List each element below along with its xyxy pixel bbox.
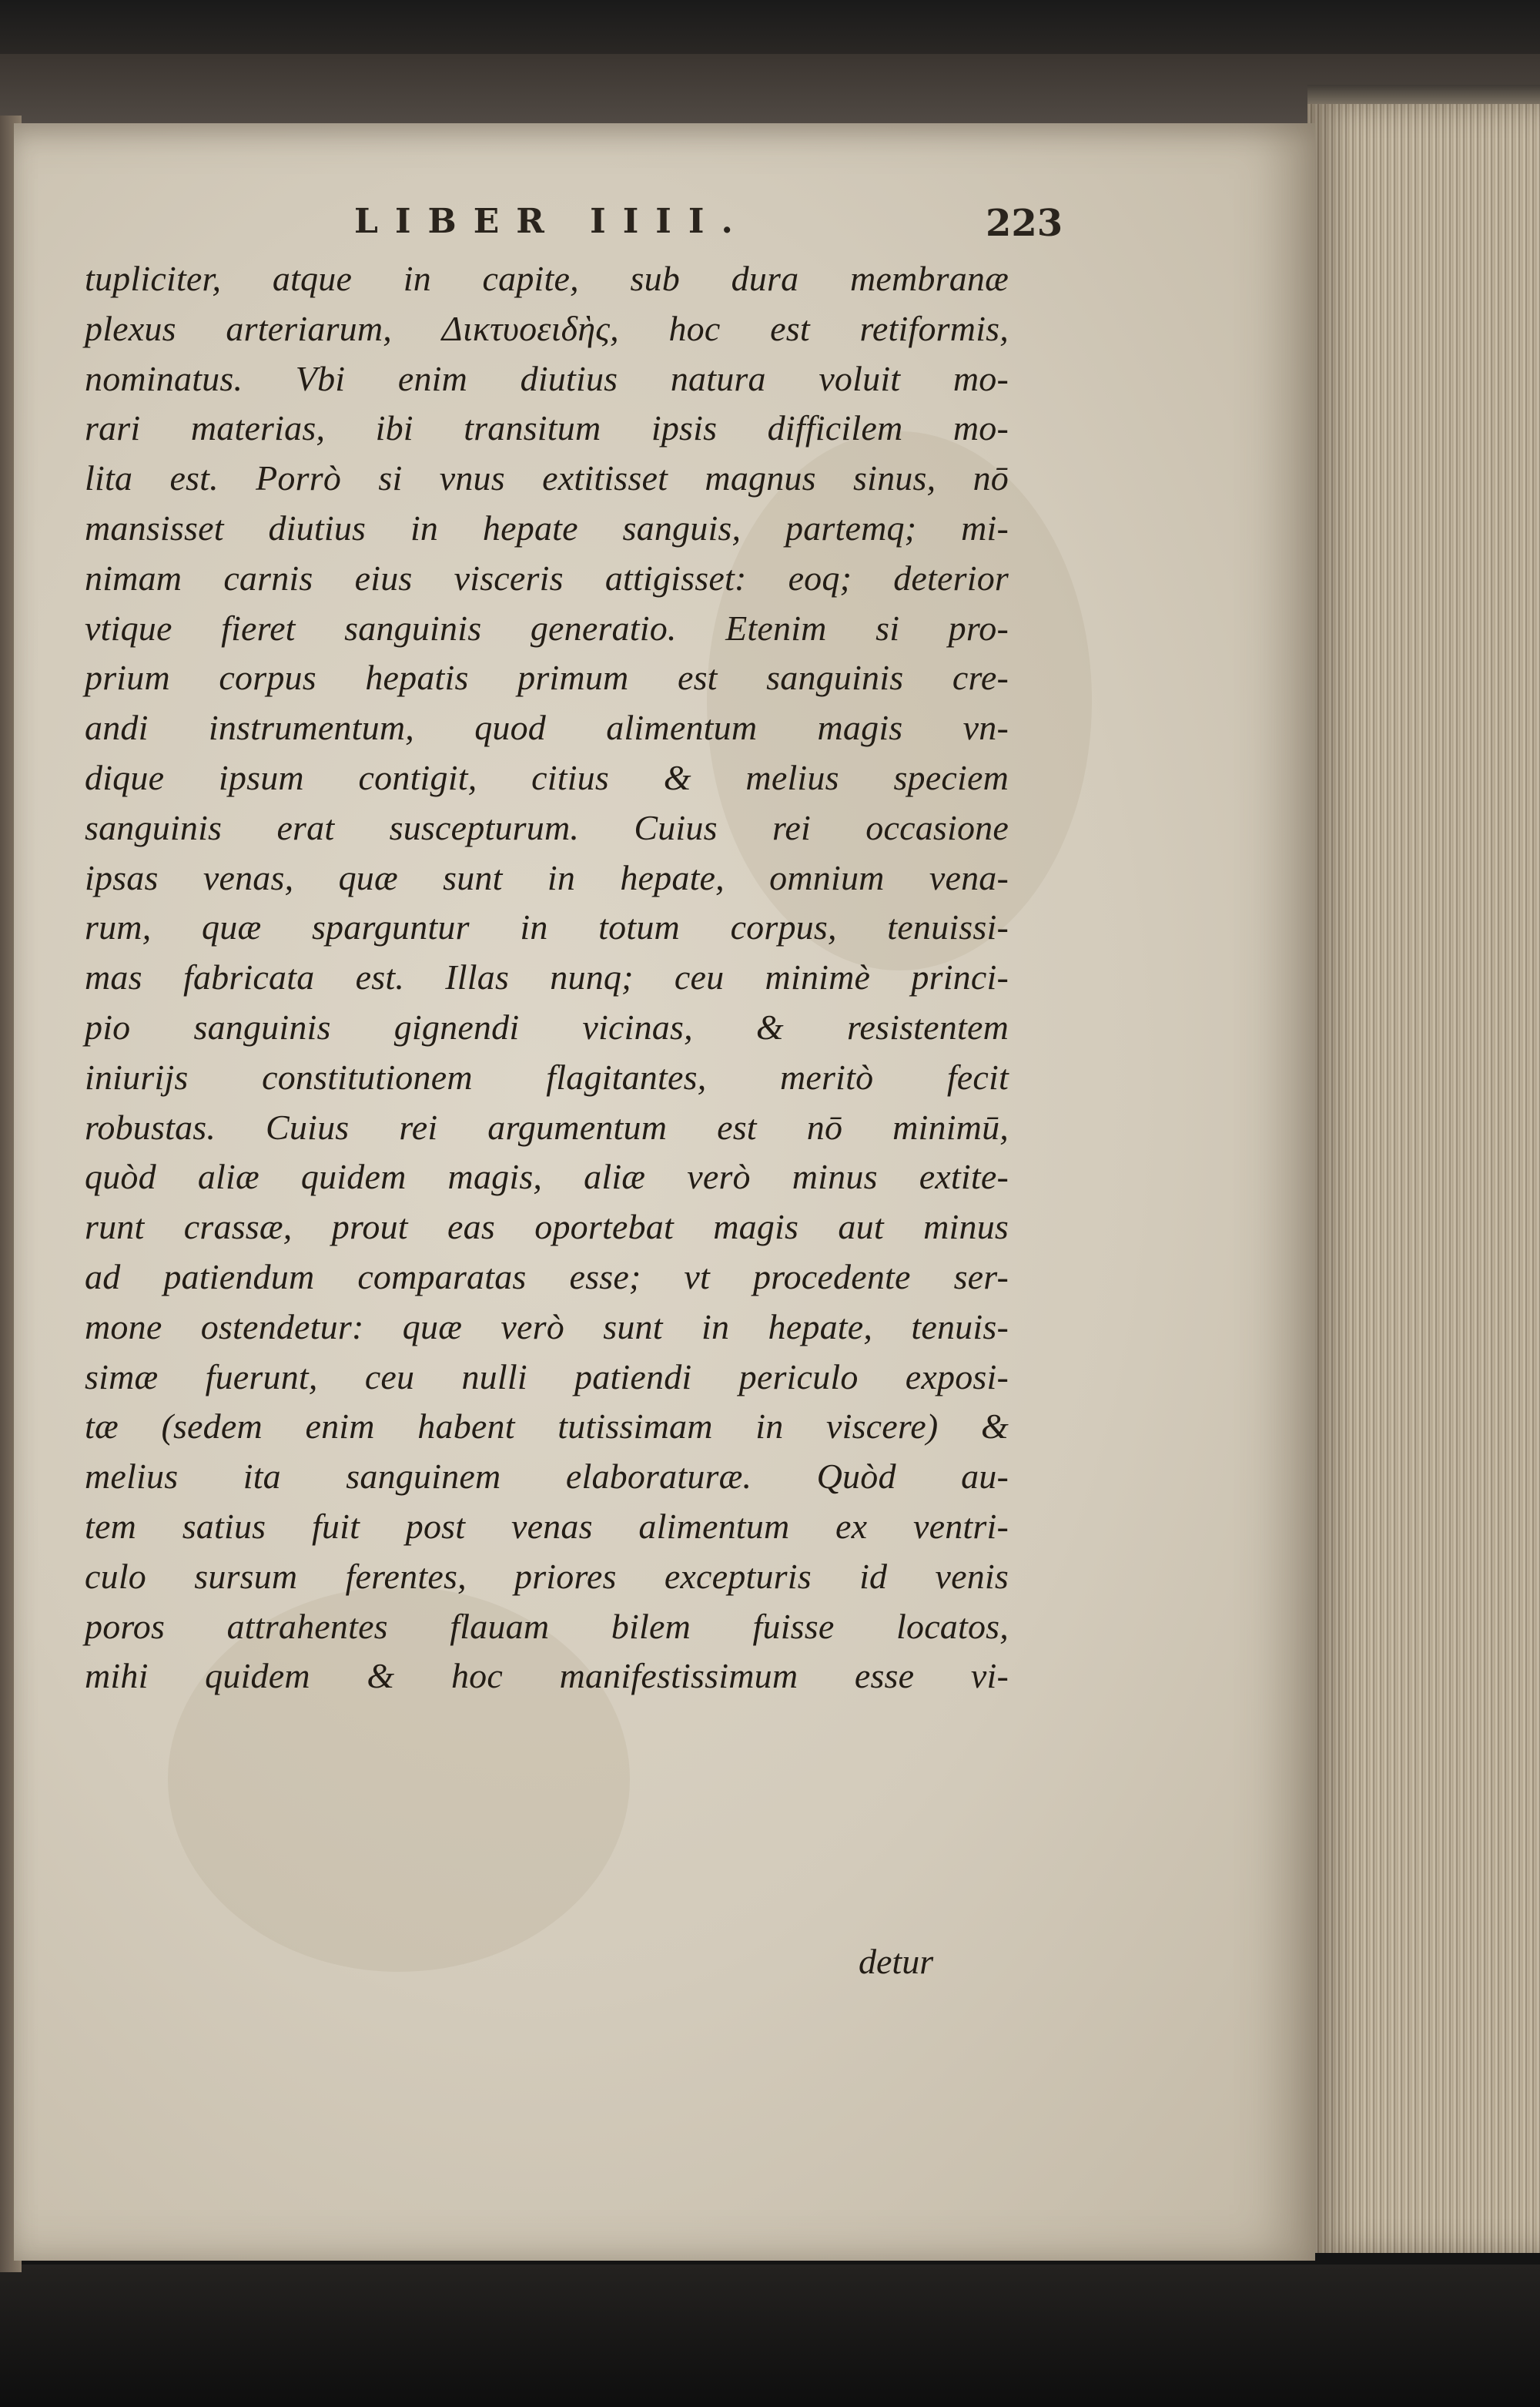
text-line: melius ita sanguinem elaboraturæ. Quòd au- <box>85 1457 1009 1497</box>
text-line: tem satius fuit post venas alimentum ex ventri- <box>85 1506 1009 1546</box>
running-head: LIBER IIII. <box>354 202 750 241</box>
text-line: dique ipsum contigit, citius & melius speciem <box>85 757 1009 797</box>
text-line: ad patiendum comparatas esse; vt procedente ser- <box>85 1256 1009 1296</box>
page-fore-edge <box>1307 104 1540 2253</box>
text-line: tæ (sedem enim habent tutissimam in viscere) & <box>85 1406 1009 1447</box>
text-line: andi instrumentum, quod alimentum magis vn- <box>85 708 1009 748</box>
text-line: culo sursum ferentes, priores excepturis id venis <box>85 1556 1009 1596</box>
text-line: plexus arteriarum, Δικτυοειδὴς, hoc est retiformis, <box>85 308 1009 348</box>
text-line: pio sanguinis gignendi vicinas, & resistentem <box>85 1007 1009 1047</box>
text-line: nimam carnis eius visceris attigisset: eoq; deterior <box>85 558 1009 598</box>
text-line: simæ fuerunt, ceu nulli patiendi periculo exposi- <box>85 1356 1009 1396</box>
page-number: 223 <box>986 202 1063 245</box>
text-line: prium corpus hepatis primum est sanguinis cre- <box>85 658 1009 698</box>
text-line: rari materias, ibi transitum ipsis difficilem mo- <box>85 408 1009 448</box>
text-line: rum, quæ sparguntur in totum corpus, tenuissi- <box>85 907 1009 947</box>
text-line: sanguinis erat suscepturum. Cuius rei occasione <box>85 807 1009 847</box>
text-line: mihi quidem & hoc manifestissimum esse vi- <box>85 1656 1009 1696</box>
text-line: nominatus. Vbi enim diutius natura voluit mo- <box>85 358 1009 398</box>
text-line: runt crassæ, prout eas oportebat magis aut minus <box>85 1207 1009 1247</box>
text-line: quòd aliæ quidem magis, aliæ verò minus extite- <box>85 1157 1009 1197</box>
text-block <box>85 254 1009 1701</box>
text-line: mone ostendetur: quæ verò sunt in hepate, tenuis- <box>85 1306 1009 1346</box>
text-line: vtique fieret sanguinis generatio. Etenim si pro- <box>85 608 1009 648</box>
text-line: iniurijs constitutionem flagitantes, meritò fecit <box>85 1057 1009 1097</box>
text-line: tupliciter, atque in capite, sub dura membranæ <box>85 259 1009 298</box>
background-bottom <box>0 2265 1540 2407</box>
catchword: detur <box>859 1942 934 1981</box>
text-line: poros attrahentes flauam bilem fuisse locatos, <box>85 1606 1009 1646</box>
text-line: robustas. Cuius rei argumentum est nō minimū, <box>85 1107 1009 1147</box>
text-line: mansisset diutius in hepate sanguis, partemq; mi- <box>85 508 1009 548</box>
text-line: mas fabricata est. Illas nunq; ceu minimè princi- <box>85 957 1009 997</box>
background-top <box>0 0 1540 54</box>
text-line: ipsas venas, quæ sunt in hepate, omnium vena- <box>85 857 1009 897</box>
text-line: lita est. Porrò si vnus extitisset magnus sinus, nō <box>85 458 1009 498</box>
